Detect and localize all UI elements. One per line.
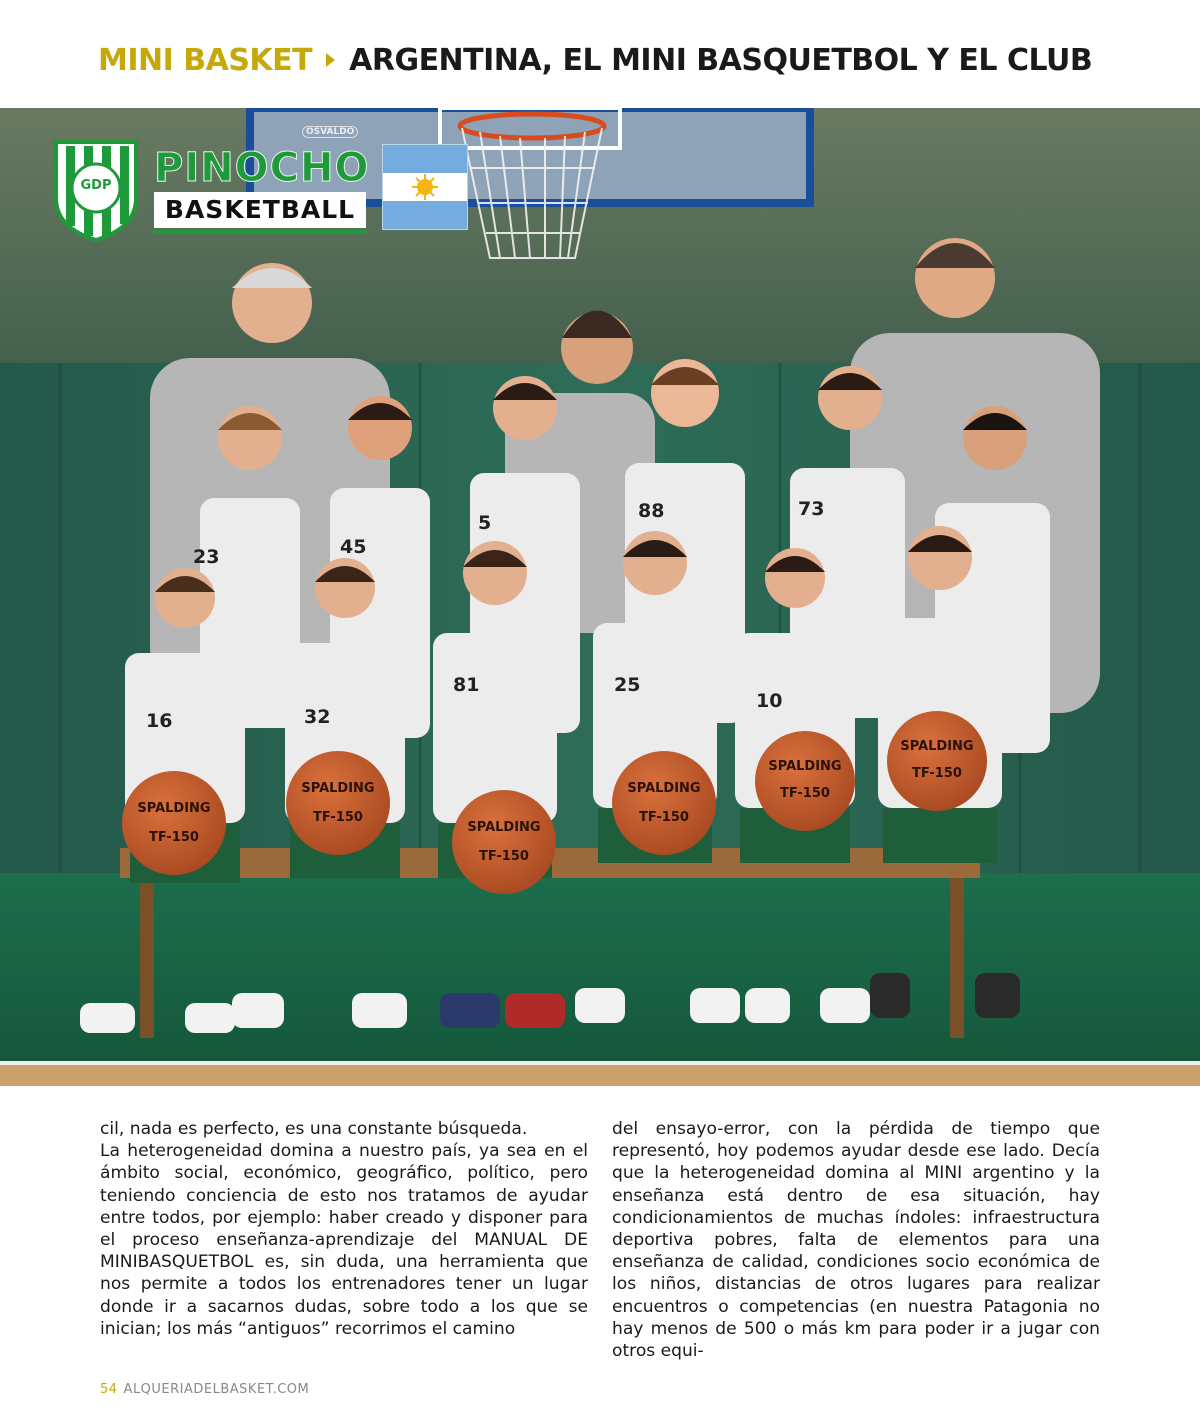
- jersey-number: 45: [340, 536, 367, 558]
- section-label: MINI BASKET: [98, 42, 313, 78]
- club-crest-icon: [52, 138, 140, 243]
- jersey-number: 10: [756, 690, 783, 712]
- team-photo: [0, 108, 1200, 1086]
- basketball: [122, 771, 226, 875]
- ball-brand: SPALDING: [137, 801, 211, 816]
- ball-brand: SPALDING: [301, 781, 375, 796]
- basketball: [286, 751, 390, 855]
- sponsor-logo: OSVALDO: [302, 126, 358, 138]
- jersey-number: 73: [798, 498, 825, 520]
- ball-brand: SPALDING: [467, 820, 541, 835]
- jersey-number: 5: [478, 512, 492, 534]
- brand-top-text: PINOCHO: [154, 145, 370, 191]
- text-column-left: [100, 1118, 588, 1340]
- jersey-number: 81: [453, 674, 480, 696]
- jersey-number: 16: [146, 710, 173, 732]
- ball-brand: SPALDING: [768, 759, 842, 774]
- page-number: 54: [100, 1382, 118, 1397]
- club-brand-logo: [154, 145, 370, 234]
- page-footer: [100, 1382, 309, 1397]
- basketball: [887, 711, 987, 811]
- site-url: ALQUERIADELBASKET.COM: [123, 1382, 310, 1397]
- basketball: [612, 751, 716, 855]
- basketball: [755, 731, 855, 831]
- ball-brand: SPALDING: [627, 781, 701, 796]
- ball-model: TF-150: [149, 830, 199, 845]
- jersey-number: 32: [304, 706, 331, 728]
- argentina-flag-icon: [382, 144, 468, 230]
- arrow-right-icon: [326, 53, 335, 67]
- ball-model: TF-150: [639, 810, 689, 825]
- ball-model: TF-150: [912, 766, 962, 781]
- brand-underline: [154, 230, 366, 234]
- ball-model: TF-150: [313, 810, 363, 825]
- basketball: [452, 790, 556, 894]
- text-column-right: [612, 1118, 1100, 1362]
- paragraph: cil, nada es perfecto, es una constante búsqueda.: [100, 1119, 528, 1139]
- page-header: [98, 40, 1092, 80]
- ball-brand: SPALDING: [900, 739, 974, 754]
- crest-text: GDP: [80, 178, 112, 193]
- team-photo-illustration: [0, 108, 1200, 1086]
- jersey-number: 23: [193, 546, 220, 568]
- ball-model: TF-150: [780, 786, 830, 801]
- brand-bottom-text: BASKETBALL: [154, 192, 366, 228]
- paragraph: del ensayo-error, con la pérdida de tiempo que representó, hoy podemos ayudar desde ese lado. Decía que la heterogeneidad domina al MINI argentino y la enseñanza está dentro de esa situación, hay condicionamientos de muchas índoles: infraestructura deportiva pobres, falta de elementos para una enseñanza de calidad, condiciones socio económica de los niños, distancias de otros lugares para realizar encuentros o competencias (en nuestra Patagonia no hay menos de 500 o más km para poder ir a jugar con otros equi-: [612, 1119, 1100, 1362]
- jersey-number: 88: [638, 500, 665, 522]
- ball-model: TF-150: [479, 849, 529, 864]
- page-title: ARGENTINA, EL MINI BASQUETBOL Y EL CLUB: [349, 42, 1093, 78]
- jersey-number: 25: [614, 674, 641, 696]
- paragraph: La heterogeneidad domina a nuestro país, ya sea en el ámbito social, económico, geográfico, político, pero teniendo conciencia de esto nos tratamos de ayudar entre todos, por ejemplo: haber creado y disponer para el proceso enseñanza-aprendizaje del MANUAL DE MINIBASQUETBOL es, sin duda, una herramienta que nos permite a todos los entrenadores tener un lugar donde ir a sacarnos dudas, sobre todo a los que se inician; los más “antiguos” recorrimos el camino: [100, 1141, 588, 1339]
